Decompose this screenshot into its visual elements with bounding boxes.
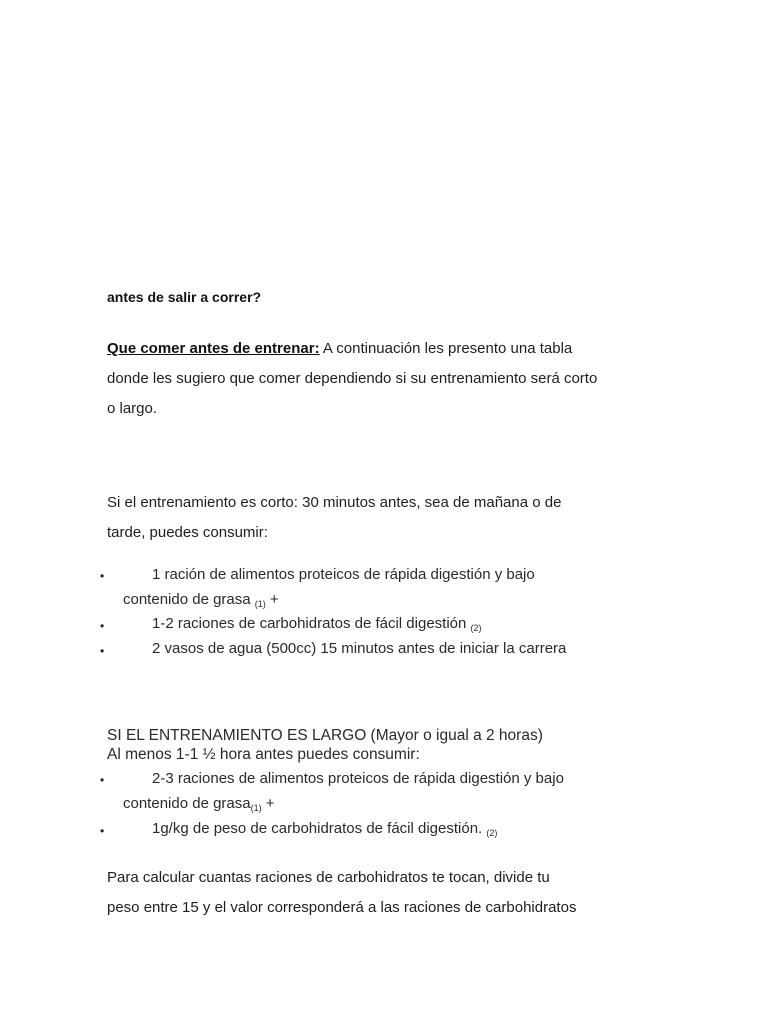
calc-paragraph	[107, 863, 576, 923]
long-item-1: 2-3 raciones de alimentos proteicos de rápida digestión y bajo	[152, 770, 564, 787]
bullet-icon: •	[100, 569, 105, 583]
plus-sign: +	[265, 591, 279, 608]
footnote-ref: (2)	[470, 623, 482, 633]
short-item-3: 2 vasos de agua (500cc) 15 minutos antes de iniciar la carrera	[152, 640, 567, 657]
bullet-icon: •	[100, 824, 105, 838]
short-line2: tarde, puedes consumir:	[107, 524, 268, 541]
long-title: SI EL ENTRENAMIENTO ES LARGO (Mayor o igual a 2 horas)	[107, 727, 543, 744]
bullet-icon: •	[100, 773, 105, 787]
long-line2: Al menos 1-1 ½ hora antes puedes consumir:	[107, 746, 420, 763]
long-item-2	[152, 820, 497, 838]
calc-line1: Para calcular cuantas raciones de carbohidratos te tocan, divide tu	[107, 869, 550, 886]
long-item-1-cont-text: contenido de grasa	[123, 795, 251, 812]
short-item-2	[152, 615, 482, 633]
short-item-1-cont-text: contenido de grasa	[123, 591, 255, 608]
calc-line2: peso entre 15 y el valor corresponderá a las raciones de carbohidratos	[107, 899, 577, 916]
short-training-paragraph	[107, 488, 561, 548]
short-item-1-cont	[123, 591, 279, 609]
intro-paragraph	[107, 334, 597, 424]
intro-text-line1: A continuación les presento una tabla	[319, 340, 573, 357]
bullet-icon: •	[100, 619, 105, 633]
intro-text-line3: o largo.	[107, 400, 158, 417]
long-item-2-text: 1g/kg de peso de carbohidratos de fácil digestión.	[152, 820, 487, 837]
intro-label: Que comer antes de entrenar:	[107, 340, 320, 357]
bullet-icon: •	[100, 644, 105, 658]
footnote-ref: (2)	[486, 828, 498, 838]
intro-text-line2: donde les sugiero que comer dependiendo si su entrenamiento será corto	[107, 370, 598, 387]
plus-sign: +	[261, 795, 275, 812]
short-line1: Si el entrenamiento es corto: 30 minutos antes, sea de mañana o de	[107, 494, 562, 511]
long-training-paragraph	[107, 726, 543, 764]
short-item-2-text: 1-2 raciones de carbohidratos de fácil digestión	[152, 615, 471, 632]
section-heading: antes de salir a correr?	[107, 289, 262, 305]
long-item-1-cont	[123, 795, 275, 813]
short-item-1: 1 ración de alimentos proteicos de rápida digestión y bajo	[152, 566, 535, 583]
footnote-ref: (1)	[250, 803, 262, 813]
footnote-ref: (1)	[254, 599, 266, 609]
